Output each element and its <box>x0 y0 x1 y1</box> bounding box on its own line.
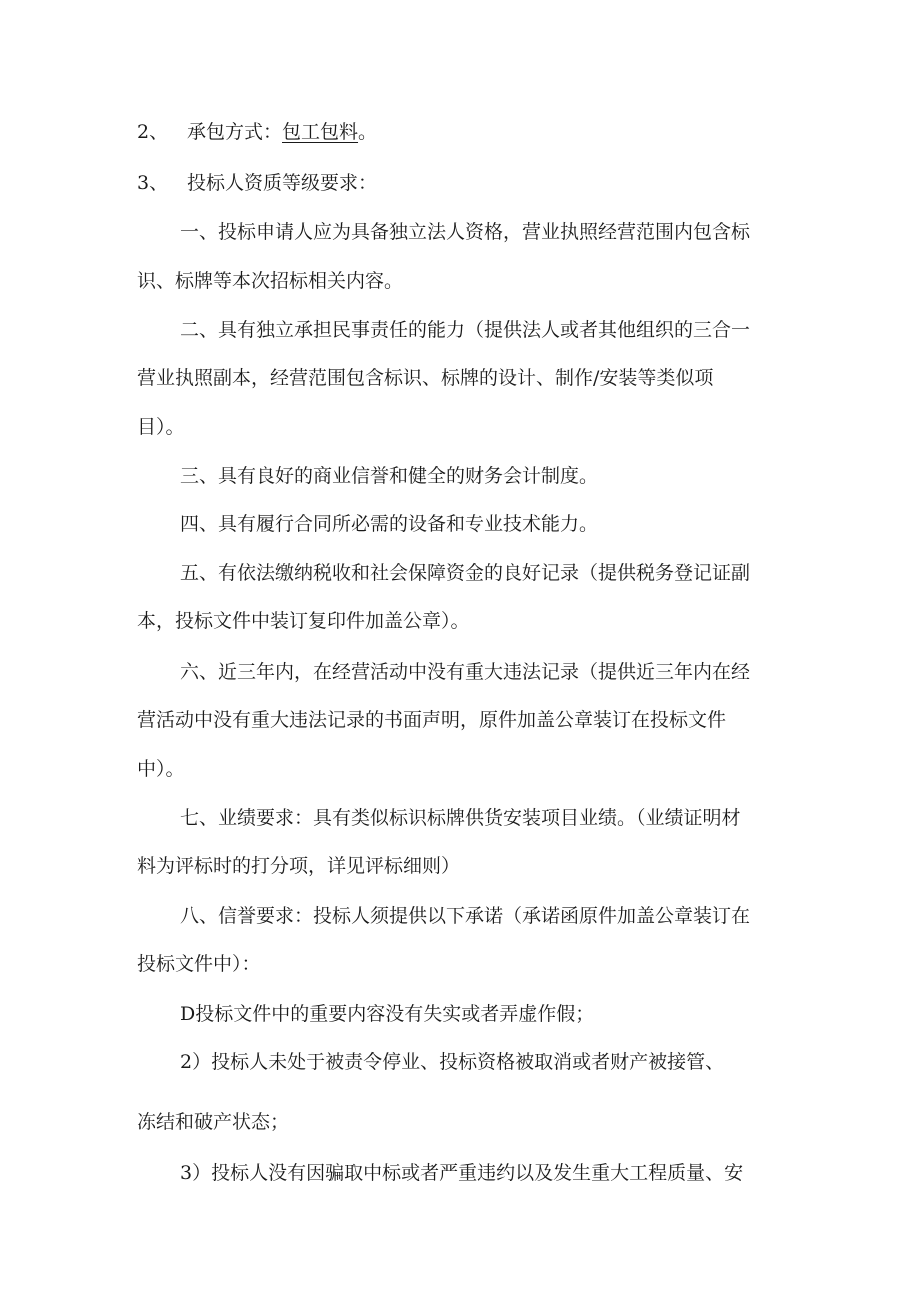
qualification-2-line-2: 营业执照副本，经营范围包含标识、标牌的设计、制作/安装等类似项 <box>137 367 714 389</box>
qualification-7-line-1: 七、业绩要求：具有类似标识标牌供货安装项目业绩。（业绩证明材 <box>180 807 741 829</box>
item-label: 承包方式： <box>187 121 283 143</box>
qualification-6-line-2: 营活动中没有重大违法记录的书面声明，原件加盖公章装订在投标文件 <box>137 709 727 731</box>
qualification-5-line-2: 本，投标文件中装订复印件加盖公章）。 <box>137 610 470 632</box>
item-number: 2、 <box>137 121 169 143</box>
qualification-1-line-1: 一、投标申请人应为具备独立法人资格，营业执照经营范围内包含标 <box>180 221 751 243</box>
qualification-2-line-1: 二、具有独立承担民事责任的能力（提供法人或者其他组织的三合一 <box>180 319 751 341</box>
qualification-8-line-2: 投标文件中）： <box>137 953 261 975</box>
item-number: 3、 <box>137 172 169 194</box>
item-value: 包工包料 <box>282 121 359 143</box>
item-contract-mode: 2、 承包方式：包工包料。 <box>137 121 378 143</box>
qualification-8-line-1: 八、信誉要求：投标人须提供以下承诺（承诺函原件加盖公章装订在 <box>180 905 751 927</box>
qualification-3-line-1: 三、具有良好的商业信誉和健全的财务会计制度。 <box>180 465 599 487</box>
qualification-6-line-3: 中）。 <box>137 758 185 780</box>
qualification-6-line-1: 六、近三年内，在经营活动中没有重大违法记录（提供近三年内在经 <box>180 661 751 683</box>
promise-3-line-1: 3）投标人没有因骗取中标或者严重违约以及发生重大工程质量、安 <box>180 1162 744 1184</box>
qualification-5-line-1: 五、有依法缴纳税收和社会保障资金的良好记录（提供税务登记证副 <box>180 562 751 584</box>
qualification-2-line-3: 目）。 <box>137 416 185 438</box>
promise-2-line-2: 冻结和破产状态； <box>137 1111 290 1133</box>
qualification-7-line-2: 料为评标时的打分项，详见评标细则） <box>137 855 461 877</box>
item-label: 投标人资质等级要求： <box>187 172 378 194</box>
qualification-4-line-1: 四、具有履行合同所必需的设备和专业技术能力。 <box>180 513 599 535</box>
promise-2-line-1: 2）投标人未处于被责令停业、投标资格被取消或者财产被接管、 <box>180 1051 725 1073</box>
item-qualification-heading <box>137 170 377 196</box>
qualification-1-line-2: 识、标牌等本次招标相关内容。 <box>137 270 404 292</box>
promise-1-line-1: D投标文件中的重要内容没有失实或者弄虚作假； <box>180 1003 595 1025</box>
